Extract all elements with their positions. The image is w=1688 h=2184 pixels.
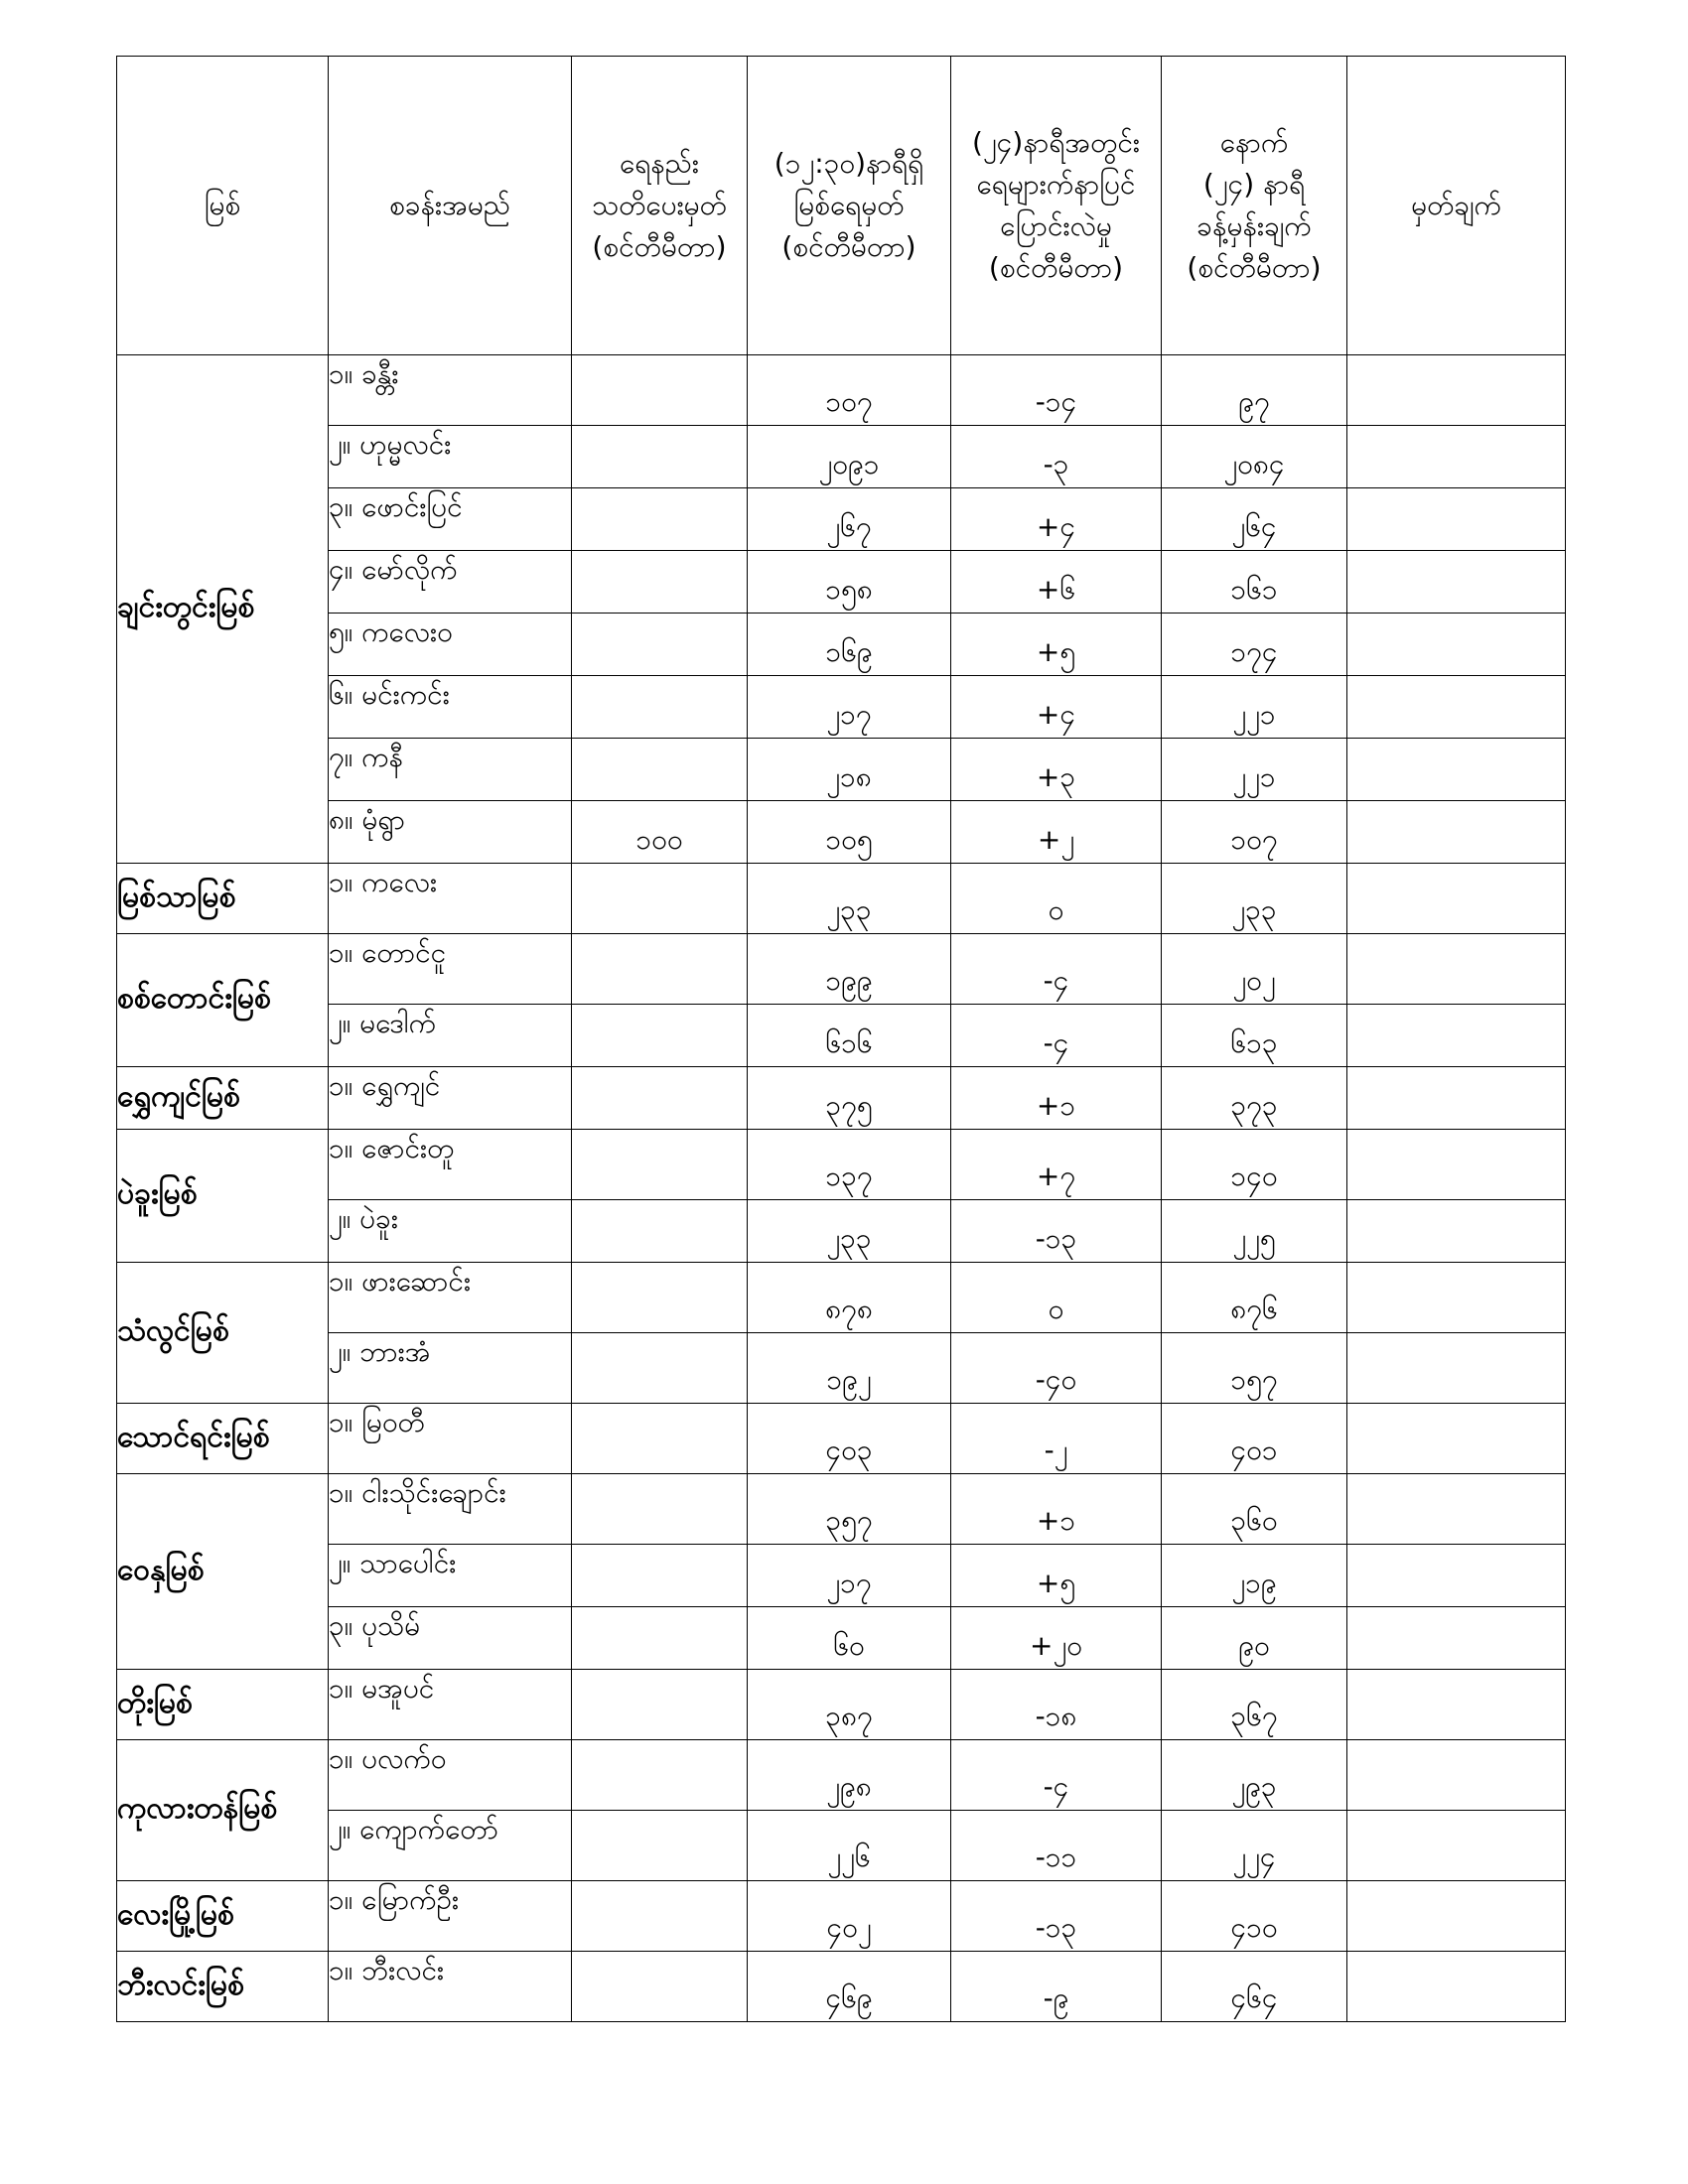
observed-level-cell: ၃၅၇ <box>748 1474 951 1545</box>
observed-level-cell: ၄၆၉ <box>748 1952 951 2022</box>
table-row <box>117 1670 1566 1740</box>
station-name: ၂။ ပဲခူး <box>329 1200 572 1263</box>
danger-level-cell <box>572 934 748 1005</box>
remarks-cell <box>1347 1670 1566 1740</box>
table-row <box>117 1333 1566 1404</box>
remarks-cell <box>1347 1200 1566 1263</box>
observed-level-cell: ၂၂၆ <box>748 1811 951 1881</box>
change-cell: +၂ <box>951 801 1162 864</box>
change-cell: -၉ <box>951 1952 1162 2022</box>
table-row <box>117 1607 1566 1670</box>
table-row <box>117 1811 1566 1881</box>
station-name: ၁။ မြောက်ဦး <box>329 1881 572 1952</box>
observed-level-cell: ၄၀၃ <box>748 1404 951 1474</box>
change-cell: +၁ <box>951 1067 1162 1130</box>
forecast-cell: ၁၀၇ <box>1162 801 1347 864</box>
forecast-cell: ၃၇၃ <box>1162 1067 1347 1130</box>
forecast-cell: ၂၀၂ <box>1162 934 1347 1005</box>
change-cell: -၄ <box>951 934 1162 1005</box>
remarks-cell <box>1347 1740 1566 1811</box>
remarks-cell <box>1347 1067 1566 1130</box>
forecast-cell: ၉၀ <box>1162 1607 1347 1670</box>
table-row <box>117 1005 1566 1067</box>
danger-level-cell <box>572 676 748 739</box>
observed-level-cell: ၄၀၂ <box>748 1881 951 1952</box>
remarks-cell <box>1347 801 1566 864</box>
change-cell: ၀ <box>951 864 1162 934</box>
forecast-cell: ၈၇၆ <box>1162 1263 1347 1333</box>
table-row <box>117 1067 1566 1130</box>
remarks-cell <box>1347 1952 1566 2022</box>
change-cell: -၁၈ <box>951 1670 1162 1740</box>
forecast-cell: ၂၃၃ <box>1162 864 1347 934</box>
observed-level-cell: ၁၉၂ <box>748 1333 951 1404</box>
forecast-cell: ၂၉၃ <box>1162 1740 1347 1811</box>
river-name: စစ်တောင်းမြစ် <box>117 934 329 1067</box>
remarks-cell <box>1347 676 1566 739</box>
observed-level-cell: ၂၃၃ <box>748 864 951 934</box>
remarks-cell <box>1347 739 1566 801</box>
observed-level-cell: ၂၁၇ <box>748 1545 951 1607</box>
river-name: လေးမြို့မြစ် <box>117 1881 329 1952</box>
station-name: ၁။ ကလေး <box>329 864 572 934</box>
forecast-cell: ၃၆၇ <box>1162 1670 1347 1740</box>
change-cell: +၆ <box>951 551 1162 614</box>
danger-level-cell <box>572 1607 748 1670</box>
remarks-cell <box>1347 864 1566 934</box>
remarks-cell <box>1347 1404 1566 1474</box>
danger-level-cell <box>572 1005 748 1067</box>
river-name: ချင်းတွင်းမြစ် <box>117 355 329 864</box>
station-name: ၁။ ငါးသိုင်းချောင်း <box>329 1474 572 1545</box>
observed-level-cell: ၂၆၇ <box>748 488 951 551</box>
station-name: ၂။ သာပေါင်း <box>329 1545 572 1607</box>
remarks-cell <box>1347 1545 1566 1607</box>
forecast-cell: ၁၇၄ <box>1162 614 1347 676</box>
river-name: သံလွင်မြစ် <box>117 1263 329 1404</box>
change-cell: -၁၃ <box>951 1881 1162 1952</box>
change-cell: -၂ <box>951 1404 1162 1474</box>
table-row <box>117 1404 1566 1474</box>
station-name: ၅။ ကလေးဝ <box>329 614 572 676</box>
danger-level-cell <box>572 1333 748 1404</box>
change-cell: +၃ <box>951 739 1162 801</box>
remarks-cell <box>1347 426 1566 488</box>
header-row <box>117 57 1566 355</box>
table-row <box>117 1474 1566 1545</box>
table-row <box>117 551 1566 614</box>
forecast-cell: ၄၁၀ <box>1162 1881 1347 1952</box>
station-name: ၆။ မင်းကင်း <box>329 676 572 739</box>
observed-level-cell: ၁၉၉ <box>748 934 951 1005</box>
observed-level-cell: ၂၁၇ <box>748 676 951 739</box>
table-row <box>117 864 1566 934</box>
station-name: ၁။ ဖားဆောင်း <box>329 1263 572 1333</box>
remarks-cell <box>1347 1811 1566 1881</box>
station-name: ၂။ ဘားအံ <box>329 1333 572 1404</box>
forecast-cell: ၂၁၉ <box>1162 1545 1347 1607</box>
remarks-cell <box>1347 1263 1566 1333</box>
water-level-table <box>116 56 1566 2022</box>
river-name: တိုးမြစ် <box>117 1670 329 1740</box>
danger-level-cell <box>572 355 748 426</box>
station-name: ၁။ ရွှေကျင် <box>329 1067 572 1130</box>
station-name: ၁။ မြဝတီ <box>329 1404 572 1474</box>
table-row <box>117 1263 1566 1333</box>
table-row <box>117 488 1566 551</box>
danger-level-cell <box>572 488 748 551</box>
forecast-cell: ၆၁၃ <box>1162 1005 1347 1067</box>
forecast-cell: ၉၇ <box>1162 355 1347 426</box>
remarks-cell <box>1347 1130 1566 1200</box>
river-name: သောင်ရင်းမြစ် <box>117 1404 329 1474</box>
forecast-cell: ၂၂၁ <box>1162 739 1347 801</box>
river-name: ဝေနှမြစ် <box>117 1474 329 1670</box>
table-row <box>117 676 1566 739</box>
forecast-cell: ၂၂၅ <box>1162 1200 1347 1263</box>
change-cell: +၅ <box>951 1545 1162 1607</box>
station-name: ၁။ ပလက်ဝ <box>329 1740 572 1811</box>
table-row <box>117 426 1566 488</box>
change-cell: +၄ <box>951 676 1162 739</box>
observed-level-cell: ၁၆၉ <box>748 614 951 676</box>
river-name: မြစ်သာမြစ် <box>117 864 329 934</box>
station-name: ၃။ ဖောင်းပြင် <box>329 488 572 551</box>
danger-level-cell <box>572 1474 748 1545</box>
forecast-cell: ၁၅၇ <box>1162 1333 1347 1404</box>
river-name: ဘီးလင်းမြစ် <box>117 1952 329 2022</box>
change-cell: +၁ <box>951 1474 1162 1545</box>
forecast-cell: ၂၀၈၄ <box>1162 426 1347 488</box>
change-cell: -၁၄ <box>951 355 1162 426</box>
river-name: ကုလားတန်မြစ် <box>117 1740 329 1881</box>
change-cell: +၇ <box>951 1130 1162 1200</box>
header-24h-change: (၂၄)နာရီအတွင်း ရေများက်နာပြင် ပြောင်းလဲမှု (စင်တီမီတာ) <box>951 57 1162 355</box>
change-cell: -၄၀ <box>951 1333 1162 1404</box>
station-name: ၁။ ဘီးလင်း <box>329 1952 572 2022</box>
station-name: ၇။ ကနီ <box>329 739 572 801</box>
station-name: ၁။ ခန္တီး <box>329 355 572 426</box>
station-name: ၂။ ကျောက်တော် <box>329 1811 572 1881</box>
change-cell: -၃ <box>951 426 1162 488</box>
danger-level-cell <box>572 1067 748 1130</box>
table-row <box>117 801 1566 864</box>
observed-level-cell: ၁၀၇ <box>748 355 951 426</box>
danger-level-cell <box>572 1404 748 1474</box>
station-name: ၁။ တောင်ငူ <box>329 934 572 1005</box>
table-row <box>117 1545 1566 1607</box>
danger-level-cell <box>572 614 748 676</box>
forecast-cell: ၂၆၄ <box>1162 488 1347 551</box>
change-cell: -၁၃ <box>951 1200 1162 1263</box>
remarks-cell <box>1347 1881 1566 1952</box>
change-cell: -၁၁ <box>951 1811 1162 1881</box>
danger-level-cell <box>572 426 748 488</box>
header-river: မြစ် <box>117 57 329 355</box>
observed-level-cell: ၈၇၈ <box>748 1263 951 1333</box>
river-name: ရွှေကျင်မြစ် <box>117 1067 329 1130</box>
remarks-cell <box>1347 1607 1566 1670</box>
observed-level-cell: ၂၃၃ <box>748 1200 951 1263</box>
remarks-cell <box>1347 1474 1566 1545</box>
forecast-cell: ၂၂၄ <box>1162 1811 1347 1881</box>
danger-level-cell <box>572 739 748 801</box>
observed-level-cell: ၁၃၇ <box>748 1130 951 1200</box>
river-name: ပဲခူးမြစ် <box>117 1130 329 1263</box>
remarks-cell <box>1347 614 1566 676</box>
danger-level-cell <box>572 1740 748 1811</box>
observed-level-cell: ၁၅၈ <box>748 551 951 614</box>
station-name: ၈။ မုံရွာ <box>329 801 572 864</box>
forecast-cell: ၁၆၁ <box>1162 551 1347 614</box>
danger-level-cell <box>572 1881 748 1952</box>
danger-level-cell <box>572 1545 748 1607</box>
observed-level-cell: ၆၀ <box>748 1607 951 1670</box>
station-name: ၂။ မဒေါက် <box>329 1005 572 1067</box>
station-name: ၁။ မအူပင် <box>329 1670 572 1740</box>
observed-level-cell: ၂၁၈ <box>748 739 951 801</box>
remarks-cell <box>1347 1333 1566 1404</box>
danger-level-cell <box>572 1200 748 1263</box>
header-danger-level: ရေနည်း သတိပေးမှတ် (စင်တီမီတာ) <box>572 57 748 355</box>
table-row <box>117 1200 1566 1263</box>
danger-level-cell <box>572 551 748 614</box>
remarks-cell <box>1347 488 1566 551</box>
forecast-cell: ၂၂၁ <box>1162 676 1347 739</box>
forecast-cell: ၄၆၄ <box>1162 1952 1347 2022</box>
header-observed-level: (၁၂:၃၀)နာရီရှိ မြစ်ရေမှတ် (စင်တီမီတာ) <box>748 57 951 355</box>
station-name: ၁။ ဇောင်းတူ <box>329 1130 572 1200</box>
observed-level-cell: ၁၀၅ <box>748 801 951 864</box>
forecast-cell: ၄၀၁ <box>1162 1404 1347 1474</box>
danger-level-cell: ၁၀၀ <box>572 801 748 864</box>
observed-level-cell: ၃၇၅ <box>748 1067 951 1130</box>
forecast-cell: ၃၆၀ <box>1162 1474 1347 1545</box>
remarks-cell <box>1347 355 1566 426</box>
danger-level-cell <box>572 864 748 934</box>
table-row <box>117 739 1566 801</box>
table-row <box>117 614 1566 676</box>
remarks-cell <box>1347 934 1566 1005</box>
table-row <box>117 934 1566 1005</box>
observed-level-cell: ၆၁၆ <box>748 1005 951 1067</box>
change-cell: +၂၀ <box>951 1607 1162 1670</box>
change-cell: +၄ <box>951 488 1162 551</box>
header-station: စခန်းအမည် <box>329 57 572 355</box>
station-name: ၄။ မော်လိုက် <box>329 551 572 614</box>
danger-level-cell <box>572 1130 748 1200</box>
danger-level-cell <box>572 1952 748 2022</box>
observed-level-cell: ၂၀၉၁ <box>748 426 951 488</box>
table-row <box>117 1952 1566 2022</box>
table-row <box>117 1130 1566 1200</box>
station-name: ၂။ ဟုမ္မလင်း <box>329 426 572 488</box>
change-cell: +၅ <box>951 614 1162 676</box>
table-row <box>117 1740 1566 1811</box>
forecast-cell: ၁၄၀ <box>1162 1130 1347 1200</box>
observed-level-cell: ၃၈၇ <box>748 1670 951 1740</box>
station-name: ၃။ ပုသိမ် <box>329 1607 572 1670</box>
change-cell: ၀ <box>951 1263 1162 1333</box>
danger-level-cell <box>572 1670 748 1740</box>
observed-level-cell: ၂၉၈ <box>748 1740 951 1811</box>
danger-level-cell <box>572 1811 748 1881</box>
remarks-cell <box>1347 551 1566 614</box>
change-cell: -၄ <box>951 1005 1162 1067</box>
change-cell: -၄ <box>951 1740 1162 1811</box>
header-forecast: နောက် (၂၄) နာရီ ခန့်မှန်းချက် (စင်တီမီတာ) <box>1162 57 1347 355</box>
table-row <box>117 355 1566 426</box>
danger-level-cell <box>572 1263 748 1333</box>
header-remarks: မှတ်ချက် <box>1347 57 1566 355</box>
remarks-cell <box>1347 1005 1566 1067</box>
table-row <box>117 1881 1566 1952</box>
